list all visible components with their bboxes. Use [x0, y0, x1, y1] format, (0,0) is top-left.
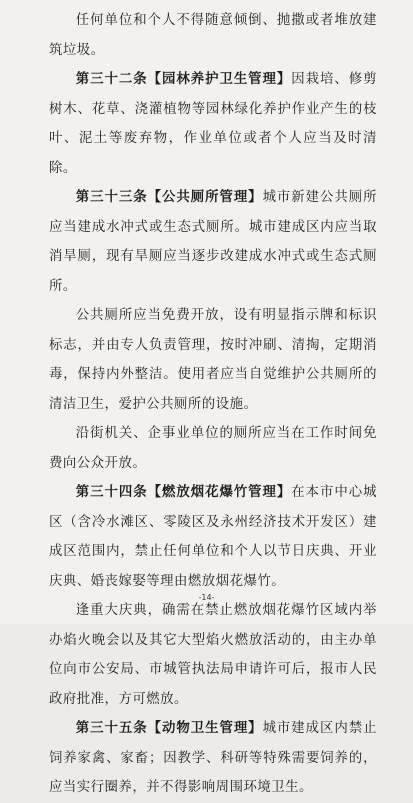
- paragraph-text: 逢重大庆典，确需在禁止燃放烟花爆竹区域内举办焰火晚会以及其它大型焰火燃放活动的，由主办单位向市公安局、市城管执法局申请许可后，报市人民政府批准，方可燃放。: [49, 603, 377, 707]
- paragraph-text: 公共厕所应当免费开放，设有明显指示牌和标识标志，并由专人负责管理，按时冲刷、清掏，定期消毒，保持内外整洁。使用者应当自觉维护公共厕所的清洁卫生，爱护公共厕所的设施。: [49, 308, 377, 412]
- article-34-text: 在本市中心城区（含冷水滩区、零陵区及永州经济技术开发区）建成区范围内，禁止任何单位和个人以节日庆典、开业庆典、婚丧嫁娶等理由燃放烟花爆竹。: [49, 485, 377, 589]
- article-34-paragraph: [49, 478, 377, 596]
- article-33-text: 城市新建公共厕所应当建成水冲式或生态式厕所。城市建成区内应当取消旱厕，现有旱厕应当逐步改建成水冲式或生态式厕所。: [49, 190, 378, 294]
- article-32-heading: 第三十二条【园林养护卫生管理】: [75, 71, 292, 87]
- public-toilet-paragraph: [49, 301, 377, 419]
- page-number: -14-: [198, 593, 215, 602]
- article-34-heading: 第三十四条【燃放烟花爆竹管理】: [75, 484, 292, 500]
- fireworks-exception-paragraph: [49, 596, 377, 714]
- street-toilet-paragraph: [49, 419, 377, 478]
- paragraph-construction-waste: [49, 6, 377, 65]
- article-35-paragraph: [49, 714, 377, 803]
- article-33-paragraph: [49, 183, 377, 301]
- paragraph-text: 任何单位和个人不得随意倾倒、抛撒或者堆放建筑垃圾。: [49, 13, 377, 58]
- article-32-text: 因栽培、修剪树木、花草、浇灌植物等园林绿化养护作业产生的枝叶、泥土等废弃物，作业单位或者个人应当及时清除。: [49, 72, 377, 176]
- article-32-paragraph: [49, 65, 377, 183]
- article-35-heading: 第三十五条【动物卫生管理】: [75, 720, 263, 736]
- paragraph-text: 沿街机关、企事业单位的厕所应当在工作时间免费向公众开放。: [49, 426, 377, 471]
- regulation-text-body: [49, 6, 377, 803]
- article-35-text: 城市建成区内禁止饲养家禽、家畜；因教学、科研等特殊需要饲养的，应当实行圈养，并不得影响周围环境卫生。: [49, 721, 378, 795]
- article-33-heading: 第三十三条【公共厕所管理】: [75, 189, 263, 205]
